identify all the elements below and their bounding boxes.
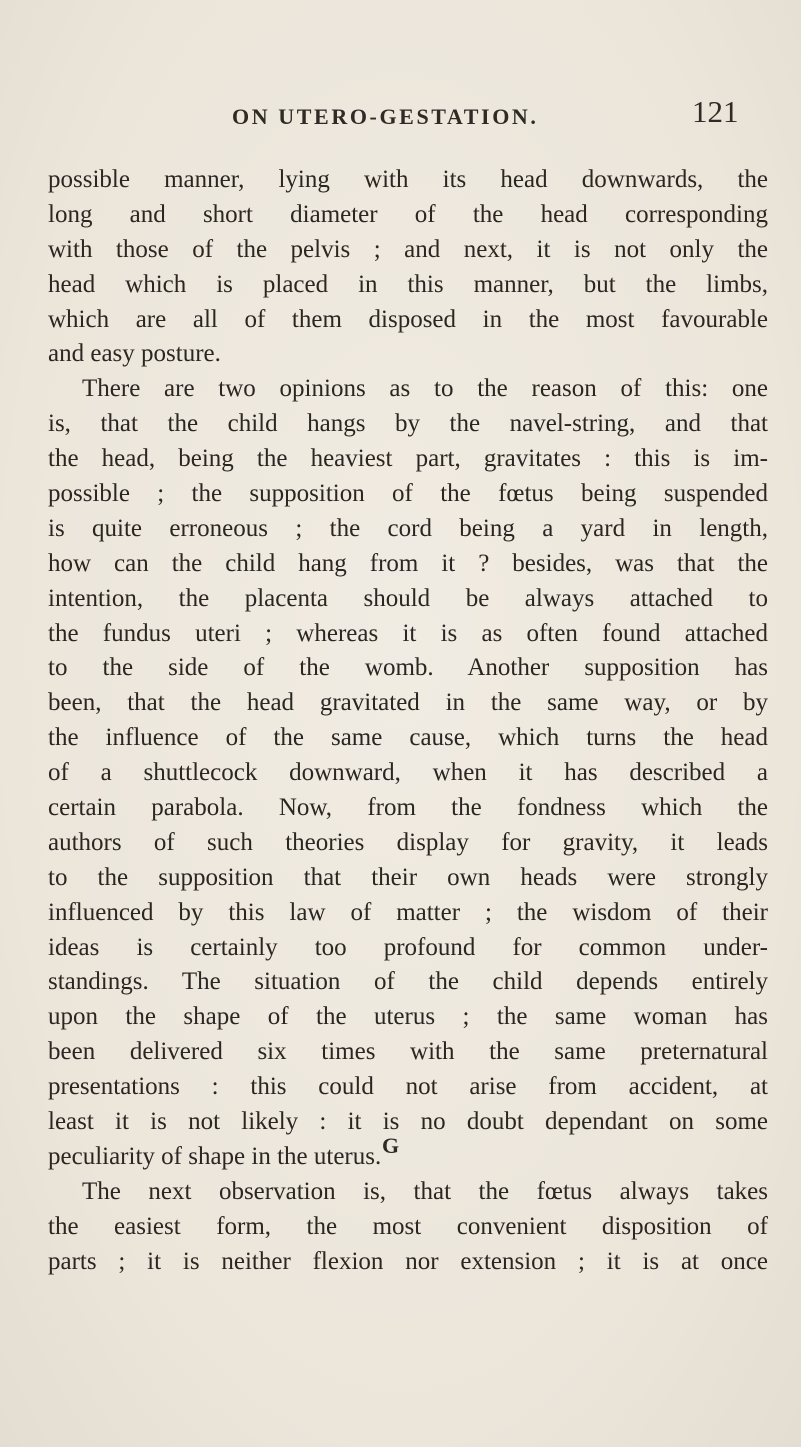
text-line: been, that the head gravitated in the same way, or by [48, 689, 768, 717]
text-line: to the side of the womb. Another supposition has [48, 654, 768, 682]
body-text [48, 163, 768, 1280]
text-line: the easiest form, the most convenient disposition of [48, 1212, 768, 1240]
text-line: and easy posture. [48, 340, 221, 368]
text-line: to the supposition that their own heads were strongly [48, 863, 768, 891]
text-line: the head, being the heaviest part, gravitates : this is im- [48, 445, 768, 473]
text-line: upon the shape of the uterus ; the same woman has [48, 1003, 768, 1031]
paragraph [48, 372, 768, 1174]
running-head [0, 94, 801, 142]
text-line: head which is placed in this manner, but the limbs, [48, 270, 768, 298]
text-line: There are two opinions as to the reason of this: one [82, 375, 768, 403]
text-line: with those of the pelvis ; and next, it is not only the [48, 235, 768, 263]
text-line: standings. The situation of the child depends entirely [48, 968, 768, 996]
text-line: presentations : this could not arise from accident, at [48, 1073, 768, 1101]
text-line: authors of such theories display for gravity, it leads [48, 828, 768, 856]
text-line: is quite erroneous ; the cord being a yard in length, [48, 514, 768, 542]
text-line: is, that the child hangs by the navel-string, and that [48, 410, 768, 438]
text-line: possible manner, lying with its head downwards, the [48, 166, 768, 193]
text-line: least it is not likely : it is no doubt dependant on some [48, 1108, 768, 1136]
text-line: peculiarity of shape in the uterus. [48, 1142, 382, 1170]
text-line: certain parabola. Now, from the fondness which the [48, 794, 768, 822]
text-line: the influence of the same cause, which turns the head [48, 724, 768, 752]
signature-letter: G [381, 1133, 400, 1158]
text-line: parts ; it is neither flexion nor extension ; it is at once [48, 1247, 768, 1275]
text-line: influenced by this law of matter ; the wisdom of their [48, 898, 768, 926]
running-title: ON UTERO-GESTATION. [232, 104, 539, 129]
paragraph [48, 1175, 768, 1280]
text-line: intention, the placenta should be always attached to [48, 584, 768, 612]
text-line: The next observation is, that the fœtus always takes [82, 1177, 768, 1205]
page-number: 121 [692, 94, 739, 129]
text-line: of a shuttlecock downward, when it has described a [48, 759, 768, 787]
text-line: long and short diameter of the head corresponding [48, 200, 768, 228]
text-line: ideas is certainly too profound for common under- [48, 933, 768, 961]
text-line: how can the child hang from it ? besides, was that the [48, 549, 768, 577]
text-line: which are all of them disposed in the most favourable [48, 305, 768, 333]
text-line: possible ; the supposition of the fœtus being suspended [48, 480, 768, 508]
paragraph [48, 163, 768, 372]
text-line: the fundus uteri ; whereas it is as often found attached [48, 619, 768, 647]
signature-mark [0, 1133, 801, 1159]
text-line: been delivered six times with the same preternatural [48, 1038, 768, 1066]
